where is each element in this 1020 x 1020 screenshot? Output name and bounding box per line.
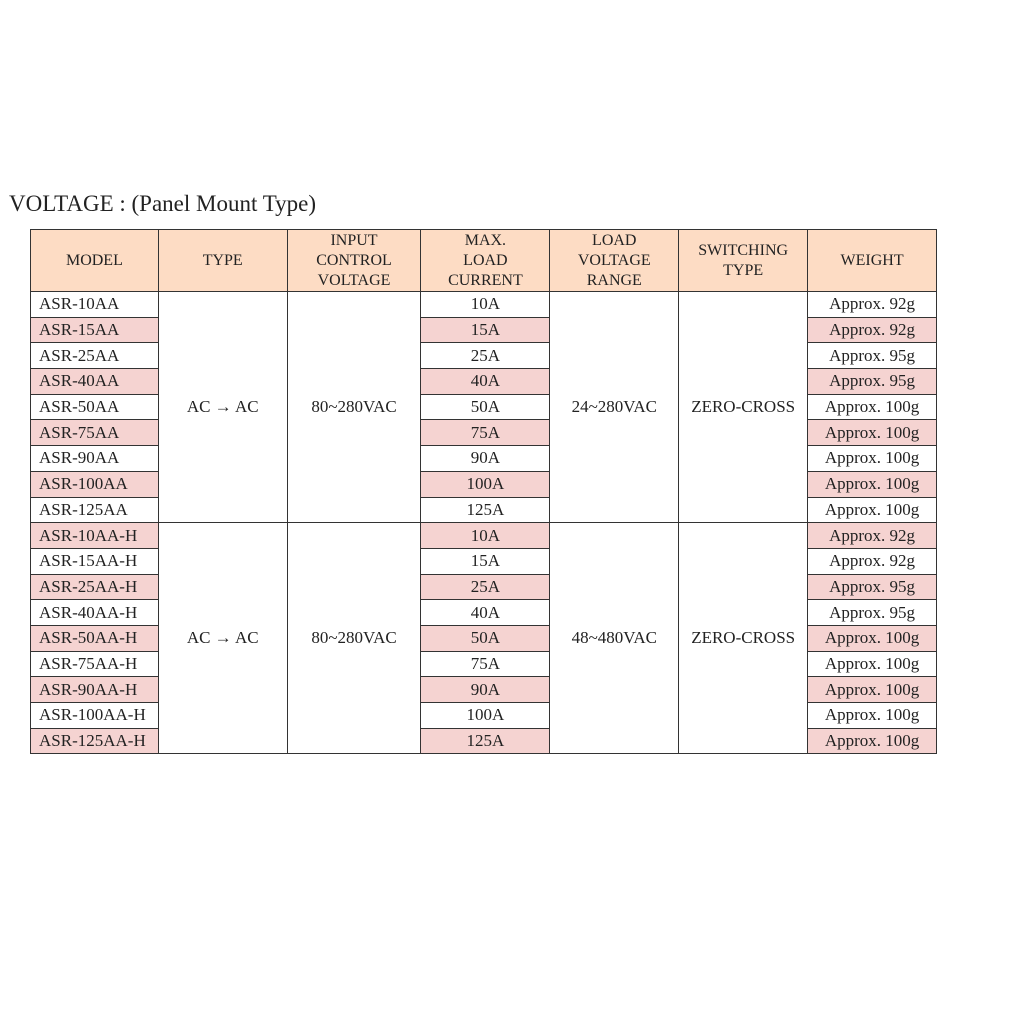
- weight-cell: Approx. 95g: [808, 574, 937, 600]
- table-row: [31, 292, 937, 318]
- current-cell: 75A: [421, 651, 550, 677]
- weight-cell: Approx. 100g: [808, 625, 937, 651]
- model-cell: ASR-25AA-H: [31, 574, 159, 600]
- switching-type-cell: ZERO-CROSS: [679, 523, 808, 754]
- weight-cell: Approx. 95g: [808, 369, 937, 395]
- model-cell: ASR-100AA-H: [31, 703, 159, 729]
- model-cell: ASR-75AA-H: [31, 651, 159, 677]
- spec-table: [30, 229, 937, 754]
- current-cell: 25A: [421, 574, 550, 600]
- model-cell: ASR-15AA-H: [31, 548, 159, 574]
- weight-cell: Approx. 92g: [808, 523, 937, 549]
- header-input-voltage: INPUT CONTROL VOLTAGE: [287, 230, 421, 292]
- page-title: VOLTAGE : (Panel Mount Type): [9, 191, 317, 216]
- type-cell: AC → AC: [158, 292, 287, 523]
- current-cell: 75A: [421, 420, 550, 446]
- header-row: [31, 230, 937, 292]
- current-cell: 50A: [421, 394, 550, 420]
- model-cell: ASR-50AA: [31, 394, 159, 420]
- type-cell: AC → AC: [158, 523, 287, 754]
- weight-cell: Approx. 100g: [808, 420, 937, 446]
- model-cell: ASR-25AA: [31, 343, 159, 369]
- model-cell: ASR-125AA-H: [31, 728, 159, 754]
- weight-cell: Approx. 100g: [808, 446, 937, 472]
- weight-cell: Approx. 100g: [808, 728, 937, 754]
- model-cell: ASR-40AA: [31, 369, 159, 395]
- header-weight: WEIGHT: [808, 230, 937, 292]
- table-row: [31, 523, 937, 549]
- input-voltage-cell: 80~280VAC: [287, 523, 421, 754]
- current-cell: 15A: [421, 548, 550, 574]
- header-max-current: MAX. LOAD CURRENT: [421, 230, 550, 292]
- header-model: MODEL: [31, 230, 159, 292]
- current-cell: 40A: [421, 369, 550, 395]
- current-cell: 90A: [421, 446, 550, 472]
- load-voltage-cell: 48~480VAC: [550, 523, 679, 754]
- header-type: TYPE: [158, 230, 287, 292]
- load-voltage-cell: 24~280VAC: [550, 292, 679, 523]
- model-cell: ASR-125AA: [31, 497, 159, 523]
- weight-cell: Approx. 100g: [808, 651, 937, 677]
- model-cell: ASR-10AA-H: [31, 523, 159, 549]
- current-cell: 15A: [421, 317, 550, 343]
- header-switching-type: SWITCHING TYPE: [679, 230, 808, 292]
- model-cell: ASR-75AA: [31, 420, 159, 446]
- model-cell: ASR-90AA: [31, 446, 159, 472]
- weight-cell: Approx. 100g: [808, 394, 937, 420]
- weight-cell: Approx. 92g: [808, 317, 937, 343]
- switching-type-cell: ZERO-CROSS: [679, 292, 808, 523]
- current-cell: 90A: [421, 677, 550, 703]
- current-cell: 10A: [421, 523, 550, 549]
- weight-cell: Approx. 95g: [808, 343, 937, 369]
- model-cell: ASR-90AA-H: [31, 677, 159, 703]
- weight-cell: Approx. 100g: [808, 471, 937, 497]
- current-cell: 125A: [421, 497, 550, 523]
- model-cell: ASR-100AA: [31, 471, 159, 497]
- header-load-voltage: LOAD VOLTAGE RANGE: [550, 230, 679, 292]
- current-cell: 100A: [421, 703, 550, 729]
- current-cell: 50A: [421, 625, 550, 651]
- model-cell: ASR-15AA: [31, 317, 159, 343]
- model-cell: ASR-10AA: [31, 292, 159, 318]
- model-cell: ASR-40AA-H: [31, 600, 159, 626]
- weight-cell: Approx. 95g: [808, 600, 937, 626]
- current-cell: 25A: [421, 343, 550, 369]
- input-voltage-cell: 80~280VAC: [287, 292, 421, 523]
- model-cell: ASR-50AA-H: [31, 625, 159, 651]
- current-cell: 125A: [421, 728, 550, 754]
- current-cell: 100A: [421, 471, 550, 497]
- weight-cell: Approx. 100g: [808, 677, 937, 703]
- weight-cell: Approx. 92g: [808, 548, 937, 574]
- current-cell: 10A: [421, 292, 550, 318]
- weight-cell: Approx. 100g: [808, 497, 937, 523]
- weight-cell: Approx. 100g: [808, 703, 937, 729]
- current-cell: 40A: [421, 600, 550, 626]
- weight-cell: Approx. 92g: [808, 292, 937, 318]
